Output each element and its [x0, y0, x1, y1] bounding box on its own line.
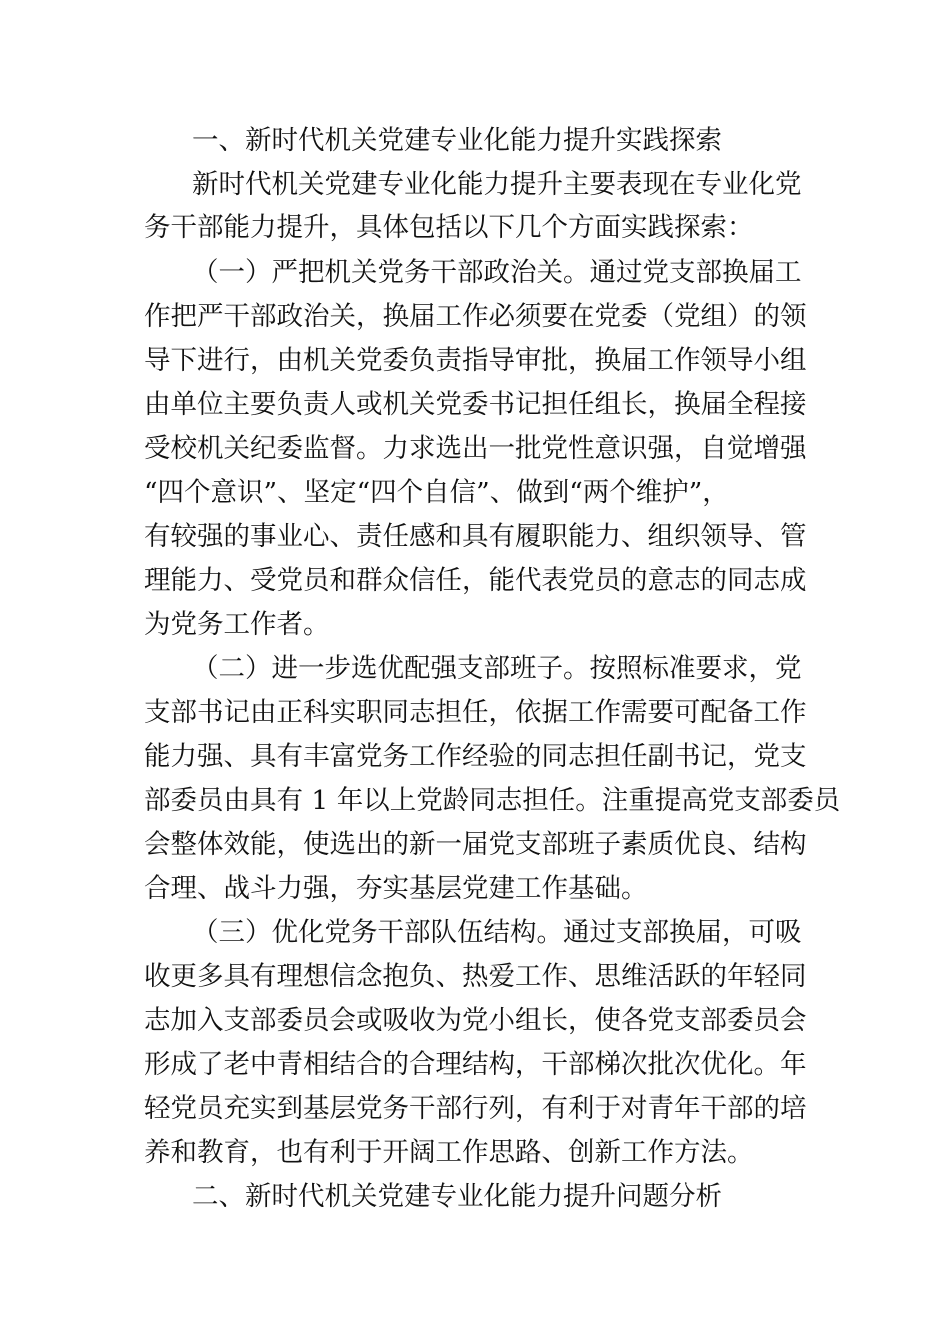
- paragraph-line: 作把严干部政治关，换届工作必须要在党委（党组）的领: [144, 301, 807, 332]
- subsection-line-3: （三）优化党务干部队伍结构。通过支部换届，可吸: [192, 917, 802, 948]
- paragraph-line: 养和教育，也有利于开阔工作思路、创新工作方法。: [144, 1137, 754, 1168]
- paragraph-line: 合理、战斗力强，夯实基层党建工作基础。: [144, 873, 648, 904]
- paragraph-line: 理能力、受党员和群众信任，能代表党员的意志的同志成: [144, 565, 807, 596]
- subsection-line-1: （一）严把机关党务干部政治关。通过党支部换届工: [192, 257, 802, 288]
- paragraph-line: 收更多具有理想信念抱负、热爱工作、思维活跃的年轻同: [144, 961, 807, 992]
- paragraph-line: 支部书记由正科实职同志担任，依据工作需要可配备工作: [144, 697, 807, 728]
- paragraph-line: 部委员由具有 1 年以上党龄同志担任。注重提高党支部委员: [144, 785, 841, 816]
- paragraph-line: 受校机关纪委监督。力求选出一批党性意识强，自觉增强: [144, 433, 807, 464]
- paragraph-line: 新时代机关党建专业化能力提升主要表现在专业化党: [192, 169, 802, 200]
- subsection-line-2: （二）进一步选优配强支部班子。按照标准要求，党: [192, 653, 802, 684]
- paragraph-line: 有较强的事业心、责任感和具有履职能力、组织领导、管: [144, 521, 807, 552]
- paragraph-line: 由单位主要负责人或机关党委书记担任组长，换届全程接: [144, 389, 807, 420]
- paragraph-line: 会整体效能，使选出的新一届党支部班子素质优良、结构: [144, 829, 807, 860]
- paragraph-line: 轻党员充实到基层党务干部行列，有利于对青年干部的培: [144, 1093, 807, 1124]
- paragraph-line: “四个意识”、坚定“四个自信”、做到“两个维护”，: [144, 477, 729, 508]
- paragraph-line: 导下进行，由机关党委负责指导审批，换届工作领导小组: [144, 345, 807, 376]
- paragraph-line: 志加入支部委员会或吸收为党小组长，使各党支部委员会: [144, 1005, 807, 1036]
- section-heading-1: 一、新时代机关党建专业化能力提升实践探索: [192, 125, 722, 156]
- section-heading-2: 二、新时代机关党建专业化能力提升问题分析: [192, 1181, 722, 1212]
- paragraph-line: 务干部能力提升，具体包括以下几个方面实践探索：: [144, 212, 754, 243]
- paragraph-line: 形成了老中青相结合的合理结构，干部梯次批次优化。年: [144, 1049, 807, 1080]
- paragraph-line: 能力强、具有丰富党务工作经验的同志担任副书记，党支: [144, 741, 807, 772]
- paragraph-line: 为党务工作者。: [144, 609, 330, 640]
